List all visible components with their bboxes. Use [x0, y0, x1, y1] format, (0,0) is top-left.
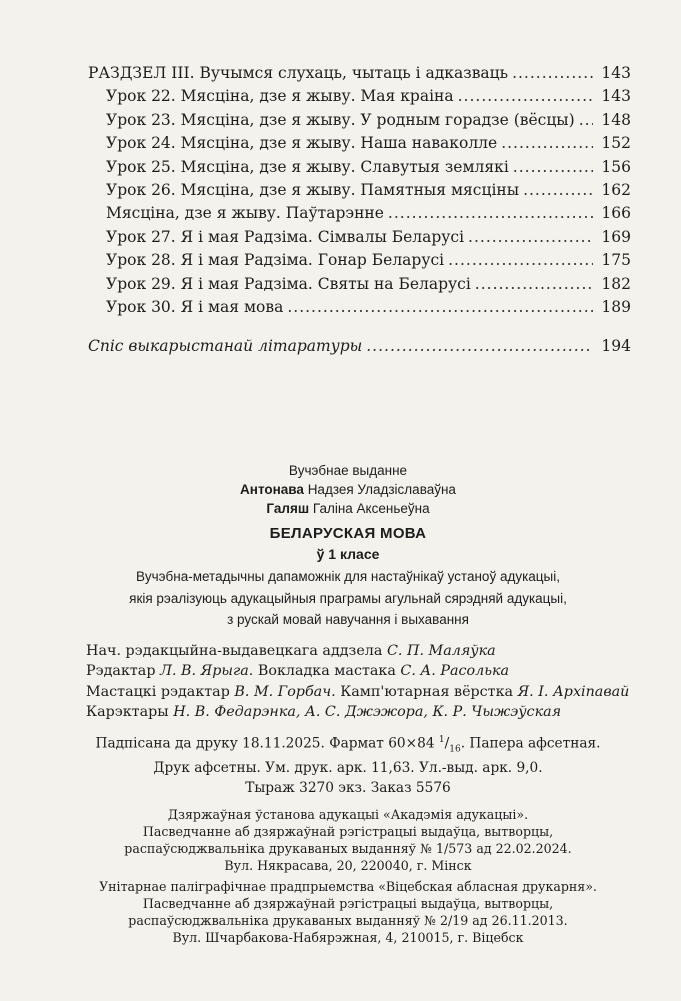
- toc-leader: [287, 296, 593, 319]
- toc-page: 143: [601, 64, 631, 82]
- edition-type: Вучэбнае выданне: [288, 463, 408, 478]
- toc-page: 189: [601, 297, 631, 316]
- staff-line: [86, 641, 618, 662]
- toc-leader: [468, 226, 593, 249]
- author-name: Надзея Уладзіславаўна: [307, 482, 456, 497]
- author: [78, 499, 618, 518]
- publisher-line: распаўсюджвальніка друкаваных выданняў № 1/573 ад 22.02.2024.: [124, 841, 572, 857]
- format-fraction-numerator: 1: [438, 734, 445, 745]
- toc-title: Урок 24. Мясціна, дзе я жыву. Наша наваколле: [106, 134, 498, 153]
- toc-page: 143: [601, 87, 631, 106]
- staff-label: Мастацкі рэдактар: [86, 683, 230, 700]
- toc-row: [88, 156, 631, 179]
- publisher-line: Пасведчанне аб дзяржаўнай рэгістрацыі выдаўца, вытворцы,: [142, 824, 554, 840]
- toc-row: [88, 132, 631, 155]
- toc-leader: [448, 249, 593, 272]
- description-line: якія рэалізуюць адукацыйныя праграмы агульнай сярэдняй адукацыі,: [129, 590, 567, 606]
- author-surname: Антонава: [240, 482, 304, 497]
- print-line: Тыраж 3270 экз. Заказ 5576: [245, 779, 451, 796]
- toc-row: [88, 179, 631, 202]
- printer-line: Унітарнае паліграфічнае прадпрыемства «Віцебская абласная друкарня».: [99, 879, 597, 895]
- print-details: [78, 731, 618, 799]
- toc-page: 194: [601, 337, 631, 356]
- staff-label: Карэктары: [86, 704, 169, 720]
- staff-name: В. М. Горбач: [234, 683, 332, 700]
- staff-line: [86, 661, 618, 682]
- toc-title: Урок 27. Я і мая Радзіма. Сімвалы Беларусі: [106, 227, 465, 246]
- publisher-line: Вул. Някрасава, 20, 220040, г. Мінск: [224, 858, 472, 874]
- toc-title: Урок 28. Я і мая Радзіма. Гонар Беларусі: [106, 251, 445, 270]
- toc-page: 182: [601, 274, 631, 293]
- staff-line: [86, 702, 618, 723]
- toc-page: 175: [601, 251, 631, 270]
- toc-row: [88, 62, 631, 85]
- toc-title: Урок 26. Мясціна, дзе я жыву. Памятныя мясціны: [106, 180, 520, 199]
- toc-leader: [388, 202, 593, 225]
- print-line: Друк афсетны. Ум. друк. арк. 11,63. Ул.-выд. арк. 9,0.: [153, 760, 543, 777]
- toc-page: 166: [601, 204, 631, 223]
- format-fraction-denominator: 16: [449, 743, 461, 754]
- printer-line: Вул. Шчарбакова-Набярэжная, 4, 210015, г. Віцебск: [172, 930, 524, 946]
- printer-line: Пасведчанне аб дзяржаўнай рэгістрацыі выдаўца, вытворцы,: [142, 896, 554, 912]
- print-paper: . Папера афсетная.: [460, 735, 601, 752]
- toc-leader: [579, 109, 593, 132]
- author: [78, 480, 618, 499]
- staff-name: С. П. Маляўка: [386, 642, 496, 659]
- toc-row: [88, 85, 631, 108]
- toc-leader: [501, 132, 593, 155]
- description-line: Вучэбна-метадычны дапаможнік для настаўнікаў устаноў адукацыі,: [136, 569, 560, 584]
- toc-page: 156: [601, 157, 631, 176]
- staff-name: Я. І. Архіпавай: [517, 683, 630, 700]
- publisher-line: Дзяржаўная ўстанова адукацыі «Акадэмія адукацыі».: [167, 807, 529, 823]
- toc-leader: [475, 273, 593, 296]
- description-line: з рускай мовай навучання і выхавання: [227, 612, 469, 627]
- toc-title: Урок 30. Я і мая мова: [106, 297, 284, 316]
- toc-title: Урок 29. Я і мая Радзіма. Святы на Беларусі: [106, 274, 471, 293]
- toc-leader: [366, 335, 593, 358]
- printer-line: распаўсюджвальніка друкаваных выданняў № 2/19 ад 26.11.2013.: [128, 913, 568, 929]
- book-title: БЕЛАРУСКАЯ МОВА: [269, 525, 427, 542]
- editorial-staff: [78, 641, 630, 723]
- staff-label: Нач. рэдакцыйна-выдавецкага аддзела: [86, 642, 383, 659]
- author-surname: Галяш: [266, 501, 310, 516]
- print-signed: Падпісана да друку 18.11.2025. Фармат 60×84: [95, 735, 435, 752]
- publisher-info: [78, 806, 618, 874]
- toc-page: 162: [601, 180, 631, 199]
- toc-literature-row: [88, 335, 631, 358]
- toc-title: РАЗДЗЕЛ III. Вучымся слухаць, чытаць і адказваць: [88, 64, 509, 82]
- toc-row: [88, 226, 631, 249]
- toc-page: 148: [601, 110, 631, 129]
- toc-page: 152: [601, 134, 631, 153]
- toc-title: Мясціна, дзе я жыву. Паўтарэнне: [106, 204, 384, 223]
- toc-row: [88, 249, 631, 272]
- staff-name: Н. В. Федарэнка, А. С. Джэжора, К. Р. Чыжэўская: [173, 704, 562, 720]
- toc-row: [88, 296, 631, 319]
- book-grade: ў 1 класе: [316, 546, 380, 562]
- toc-leader: [523, 179, 593, 202]
- staff-label: . Камп'ютарная вёрстка: [331, 683, 514, 700]
- staff-label: . Вокладка мастака: [248, 663, 396, 679]
- toc-page: 169: [601, 227, 631, 246]
- author-name: Галіна Аксеньеўна: [312, 501, 430, 516]
- toc-row: [88, 109, 631, 132]
- imprint: [78, 462, 630, 946]
- toc-leader: [458, 85, 593, 108]
- toc-title: Урок 23. Мясціна, дзе я жыву. У родным горадзе (вёсцы): [106, 110, 575, 129]
- table-of-contents: [88, 62, 631, 359]
- staff-name: Л. В. Ярыга: [160, 663, 249, 679]
- toc-row: [88, 273, 631, 296]
- toc-row: [88, 202, 631, 225]
- staff-name: С. А. Расолька: [400, 663, 510, 679]
- toc-title: Урок 25. Мясціна, дзе я жыву. Славутыя землякі: [106, 157, 509, 176]
- print-line: Падпісана да друку 18.11.2025. Фармат 60×84 $^1/_{16}$. Папера афсетная.: [95, 734, 601, 754]
- toc-leader: [513, 156, 593, 179]
- printer-info: [78, 878, 618, 946]
- staff-label: Рэдактар: [86, 663, 156, 679]
- staff-line: [86, 682, 630, 703]
- toc-title: Урок 22. Мясціна, дзе я жыву. Мая краіна: [106, 87, 454, 106]
- toc-leader: [512, 62, 593, 85]
- toc-title: Спіс выкарыстанай літаратуры: [88, 337, 363, 356]
